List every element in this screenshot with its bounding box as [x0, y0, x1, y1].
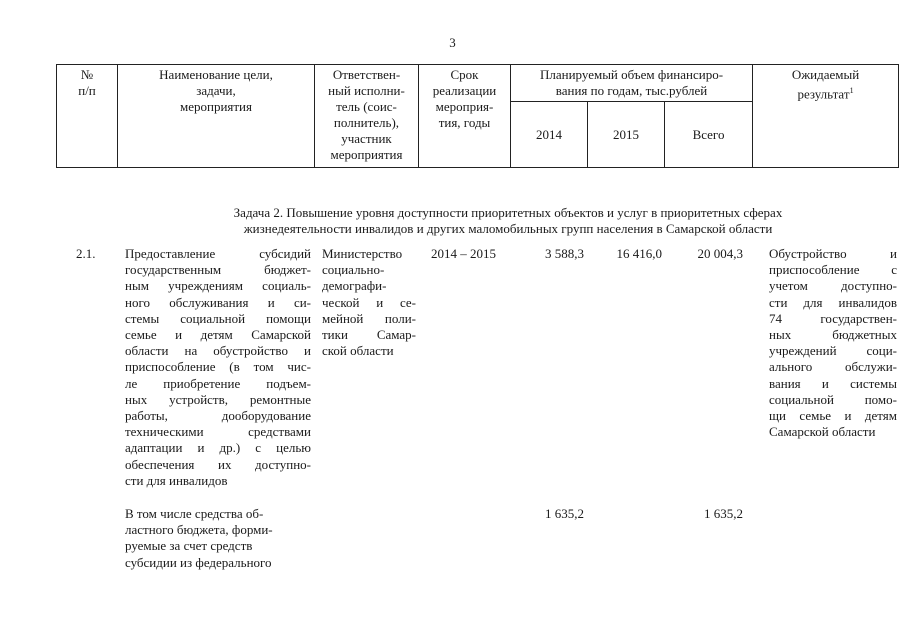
- row-name-line: ных устройств, ремонтные: [125, 391, 311, 407]
- row-name-line: ного обслуживания и си-: [125, 294, 311, 310]
- row-result-line: ных бюджетных: [769, 327, 897, 343]
- row-name-line: техническими средствами: [125, 424, 311, 440]
- header-name-line: задачи,: [196, 83, 236, 98]
- header-year-2015: 2015: [588, 102, 665, 168]
- header-funding-line: вания по годам, тыс.рублей: [555, 83, 708, 98]
- row-name-line: ным учреждениям социаль-: [125, 278, 311, 294]
- row-result-line: учреждений соци-: [769, 343, 897, 359]
- row-result: [769, 246, 897, 440]
- row-name-line: Предоставление субсидий: [125, 246, 311, 261]
- row-result-line: учетом доступно-: [769, 278, 897, 294]
- header-term-line: мероприя-: [435, 99, 494, 114]
- header-funding-line: Планируемый объем финансиро-: [539, 67, 724, 82]
- header-name: [118, 65, 315, 168]
- header-term-line: Срок: [450, 67, 479, 82]
- sub-row-name-line: субсидии из федерального: [125, 554, 272, 570]
- sub-row-value-2015: 1 635,2: [545, 506, 584, 521]
- row-name-line: государственным бюджет-: [125, 262, 311, 278]
- row-result-line: приспособление с: [769, 262, 897, 278]
- row-result-line: 74 государствен-: [769, 310, 897, 326]
- header-term: [419, 65, 511, 168]
- row-name: [125, 246, 311, 489]
- header-responsible-line: полнитель),: [333, 115, 400, 130]
- header-term-line: тия, годы: [438, 115, 491, 130]
- task-heading-line: жизнедеятельности инвалидов и других маломобильных групп населения в Самарской области: [243, 221, 773, 236]
- sub-row-total: 1 635,2: [704, 506, 743, 521]
- row-result-line: ального обслужи-: [769, 359, 897, 375]
- row-name-line: сти для инвалидов: [125, 472, 228, 488]
- header-name-line: Наименование цели,: [159, 67, 273, 82]
- header-number: [57, 65, 118, 168]
- sub-row-name-line: ластного бюджета, форми-: [125, 522, 273, 538]
- header-responsible-line: участник: [341, 131, 392, 146]
- task-heading: [118, 205, 898, 237]
- row-name-line: ле приобретение подъем-: [125, 375, 311, 391]
- row-responsible-line: мейной поли-: [322, 310, 416, 326]
- header-responsible-line: Ответствен-: [332, 67, 401, 82]
- table-header: [56, 64, 899, 168]
- header-result-line: [756, 83, 895, 102]
- sub-row-name: [125, 506, 311, 571]
- header-result-line: Ожидаемый: [791, 67, 860, 82]
- row-name-line: адаптации и др.) с целью: [125, 440, 311, 456]
- row-responsible-line: Министерство: [322, 246, 403, 261]
- header-term-line: реализации: [432, 83, 497, 98]
- row-value-2015: 16 416,0: [616, 246, 662, 261]
- row-result-line: щи семье и детям: [769, 408, 897, 424]
- row-name-line: области на обустройство и: [125, 343, 311, 359]
- header-result-text: результат: [797, 86, 850, 102]
- row-number: 2.1.: [76, 246, 96, 261]
- row-result-line: Самарской области: [769, 424, 876, 440]
- header-name-line: мероприятия: [179, 99, 252, 114]
- header-number-line: п/п: [78, 83, 96, 98]
- row-result-line: вания и системы: [769, 375, 897, 391]
- row-result-line: социальной помо-: [769, 391, 897, 407]
- sub-row-name-line: В том числе средства об-: [125, 506, 264, 521]
- row-term: 2014 – 2015: [431, 246, 496, 261]
- header-responsible: [315, 65, 419, 168]
- row-responsible-line: демографи-: [322, 278, 387, 294]
- row-value-2014: 3 588,3: [545, 246, 584, 261]
- row-name-line: обеспечения их доступно-: [125, 456, 311, 472]
- header-responsible-line: тель (соис-: [336, 99, 397, 114]
- header-responsible-line: мероприятия: [330, 147, 403, 162]
- row-name-line: семье и детям Самарской: [125, 327, 311, 343]
- header-year-2014: 2014: [511, 102, 588, 168]
- footnote-mark: 1: [849, 86, 854, 95]
- header-total: Всего: [665, 102, 753, 168]
- header-responsible-line: ный исполни-: [328, 83, 405, 98]
- row-responsible-line: социально-: [322, 262, 385, 278]
- row-result-line: сти для инвалидов: [769, 294, 897, 310]
- row-responsible-line: тики Самар-: [322, 327, 416, 343]
- sub-row-name-line: руемые за счет средств: [125, 538, 253, 554]
- header-number-line: №: [80, 67, 94, 82]
- row-responsible-line: ческой и се-: [322, 294, 416, 310]
- row-result-line: Обустройство и: [769, 246, 897, 261]
- row-name-line: стемы социальной помощи: [125, 310, 311, 326]
- task-heading-line: Задача 2. Повышение уровня доступности приоритетных объектов и услуг в приоритетных сферах: [233, 205, 783, 220]
- row-responsible-line: ской области: [322, 343, 394, 359]
- row-total: 20 004,3: [697, 246, 743, 261]
- row-name-line: приспособление (в том чис-: [125, 359, 311, 375]
- row-responsible: [322, 246, 416, 359]
- header-funding: [511, 65, 753, 102]
- row-name-line: работы, дооборудование: [125, 408, 311, 424]
- header-result: [753, 65, 899, 168]
- page-number: 3: [449, 35, 456, 50]
